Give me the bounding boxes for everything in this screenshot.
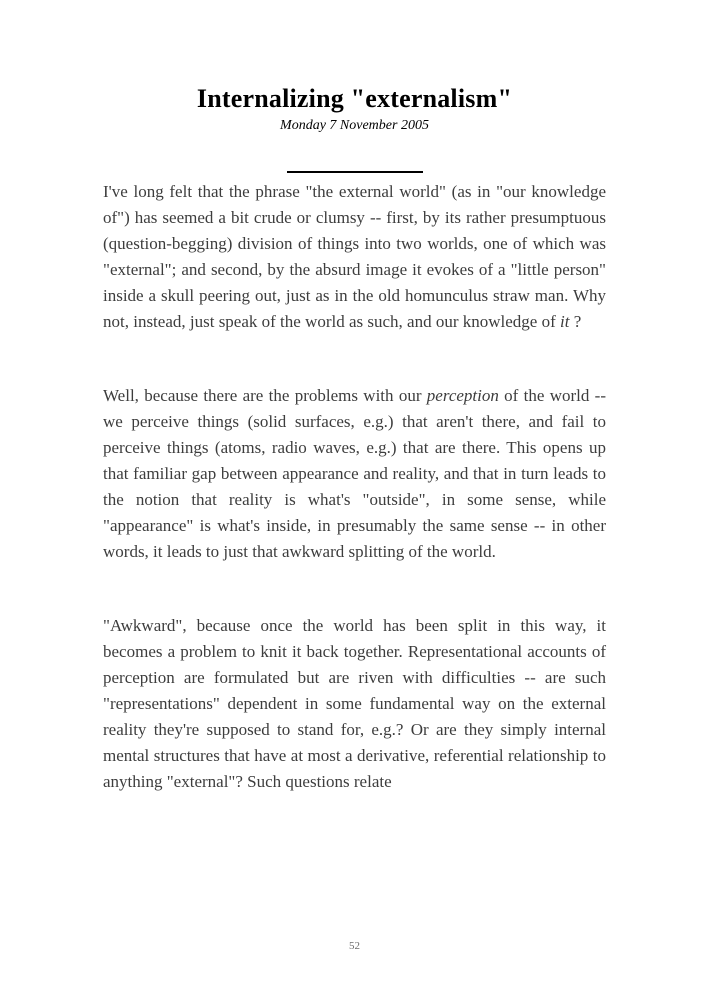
page-footer: [0, 936, 709, 954]
body-text: Well, because there are the problems with our: [103, 386, 427, 405]
page-title: Internalizing "externalism": [196, 84, 513, 113]
emphasized-text: it: [560, 312, 570, 331]
document-header: [0, 0, 709, 134]
paragraph: [103, 613, 606, 795]
body-text: I've long felt that the phrase "the external world" (as in "our knowledge of") has seemed a bit crude or clumsy -- first, by its rather presumptuous (question-begging) division of things into two worlds, one of which was "external"; and second, by the absurd image it evokes of a "little person" inside a skull peering out, just as in the old homunculus straw man. Why not, instead, just speak of the world as such, and our knowledge of: [103, 182, 606, 331]
separator-rule: [287, 171, 423, 173]
body-text: ?: [569, 312, 582, 331]
body-text: "Awkward", because once the world has been split in this way, it becomes a problem to knit it back together. Representational accounts of perception are formulated but are riven with difficulties -- are such "representations" dependent in some fundamental way on the external reality they're supposed to stand for, e.g.? Or are they simply internal mental structures that have at most a derivative, referential relationship to anything "external"? Such questions relate: [103, 616, 606, 791]
emphasized-text: perception: [426, 386, 499, 405]
post-date: Monday 7 November 2005: [280, 118, 429, 133]
page-number: 52: [349, 940, 360, 952]
paragraph: [103, 179, 606, 335]
body-text: of the world -- we perceive things (solid surfaces, e.g.) that aren't there, and fail to perceive things (atoms, radio waves, e.g.) that are there. This opens up that familiar gap between appearance and reality, and that in turn leads to the notion that reality is what's "outside", in some sense, while "appearance" is what's inside, in presumably the same sense -- in other words, it leads to just that awkward splitting of the world.: [103, 386, 606, 561]
paragraph: [103, 383, 606, 565]
article-body: [103, 179, 606, 795]
